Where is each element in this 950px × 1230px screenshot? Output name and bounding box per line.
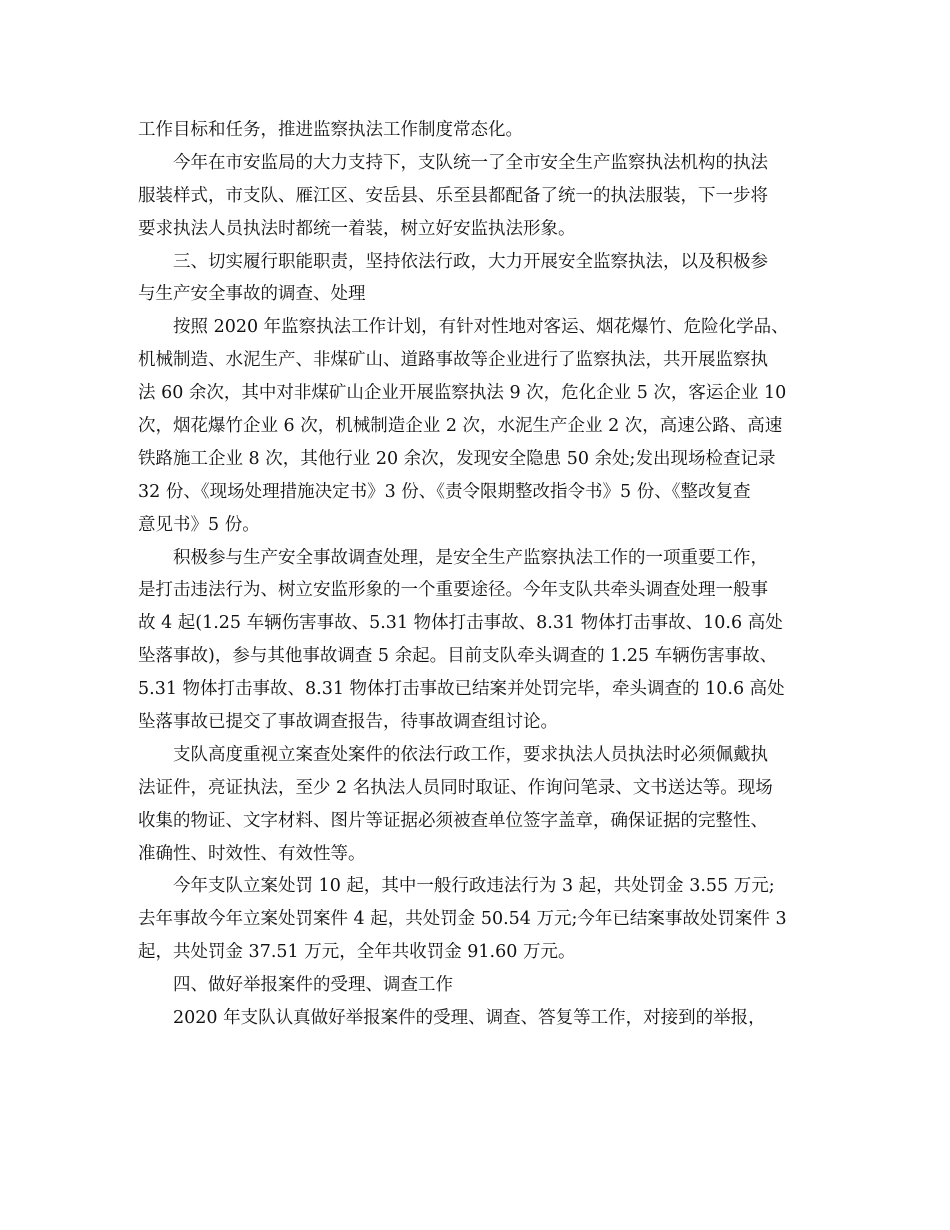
text-line: 起，共处罚金 37.51 万元，全年共收罚金 91.60 万元。 [138,942,576,963]
text-line: 坠落事故已提交了事故调查报告，待事故调查组讨论。 [138,712,558,733]
text-line: 要求执法人员执法时都统一着装，树立好安监执法形象。 [138,218,576,239]
text-line: 三、切实履行职能职责，坚持依法行政，大力开展安全监察执法，以及积极参 [173,251,768,272]
text-line: 准确性、时效性、有效性等。 [138,843,366,864]
text-line: 故 4 起(1.25 车辆伤害事故、5.31 物体打击事故、8.31 物体打击事故、10.6 高处 [138,613,783,634]
text-line: 积极参与生产安全事故调查处理，是安全生产监察执法工作的一项重要工作， [173,547,768,568]
text-line: 法证件，亮证执法，至少 2 名执法人员同时取证、作询问笔录、文书送达等。现场 [138,777,773,798]
text-line: 铁路施工企业 8 次，其他行业 20 余次，发现安全隐患 50 余处;发出现场检查记录 [138,448,776,469]
text-line: 今年在市安监局的大力支持下，支队统一了全市安全生产监察执法机构的执法 [173,152,768,173]
text-line: 2020 年支队认真做好举报案件的受理、调查、答复等工作，对接到的举报， [173,1008,766,1029]
text-line: 工作目标和任务，推进监察执法工作制度常态化。 [138,120,523,140]
text-line: 今年支队立案处罚 10 起，其中一般行政违法行为 3 起，共处罚金 3.55 万元; [173,876,775,897]
text-line: 次，烟花爆竹企业 6 次，机械制造企业 2 次，水泥生产企业 2 次，高速公路、高速 [138,416,783,437]
text-line: 机械制造、水泥生产、非煤矿山、道路事故等企业进行了监察执法，共开展监察执 [138,350,768,371]
text-line: 支队高度重视立案查处案件的依法行政工作，要求执法人员执法时必须佩戴执 [173,744,768,765]
text-line: 按照 2020 年监察执法工作计划，有针对性地对客运、烟花爆竹、危险化学品、 [173,317,789,338]
text-line: 是打击违法行为、树立安监形象的一个重要途径。今年支队共牵头调查处理一般事 [138,580,768,601]
text-line: 坠落事故)，参与其他事故调查 5 余起。目前支队牵头调查的 1.25 车辆伤害事故、 [138,646,778,667]
text-line: 意见书》5 份。 [138,514,260,535]
text-line: 收集的物证、文字材料、图片等证据必须被查单位签字盖章，确保证据的完整性、 [138,810,768,831]
text-line: 法 60 余次，其中对非煤矿山企业开展监察执法 9 次，危化企业 5 次，客运企业 10 [138,383,787,404]
text-line: 5.31 物体打击事故、8.31 物体打击事故已结案并处罚完毕，牵头调查的 10.6 高处 [138,679,785,700]
text-line: 32 份、《现场处理措施决定书》3 份、《责令限期整改指令书》5 份、《整改复查 [138,481,751,502]
text-line: 服装样式，市支队、雁江区、安岳县、乐至县都配备了统一的执法服装，下一步将 [138,185,768,206]
text-line: 四、做好举报案件的受理、调查工作 [173,975,453,996]
document-body [138,114,818,1035]
text-line: 去年事故今年立案处罚案件 4 起，共处罚金 50.54 万元;今年已结案事故处罚案件 3 [138,909,787,930]
text-line: 与生产安全事故的调查、处理 [138,284,366,305]
